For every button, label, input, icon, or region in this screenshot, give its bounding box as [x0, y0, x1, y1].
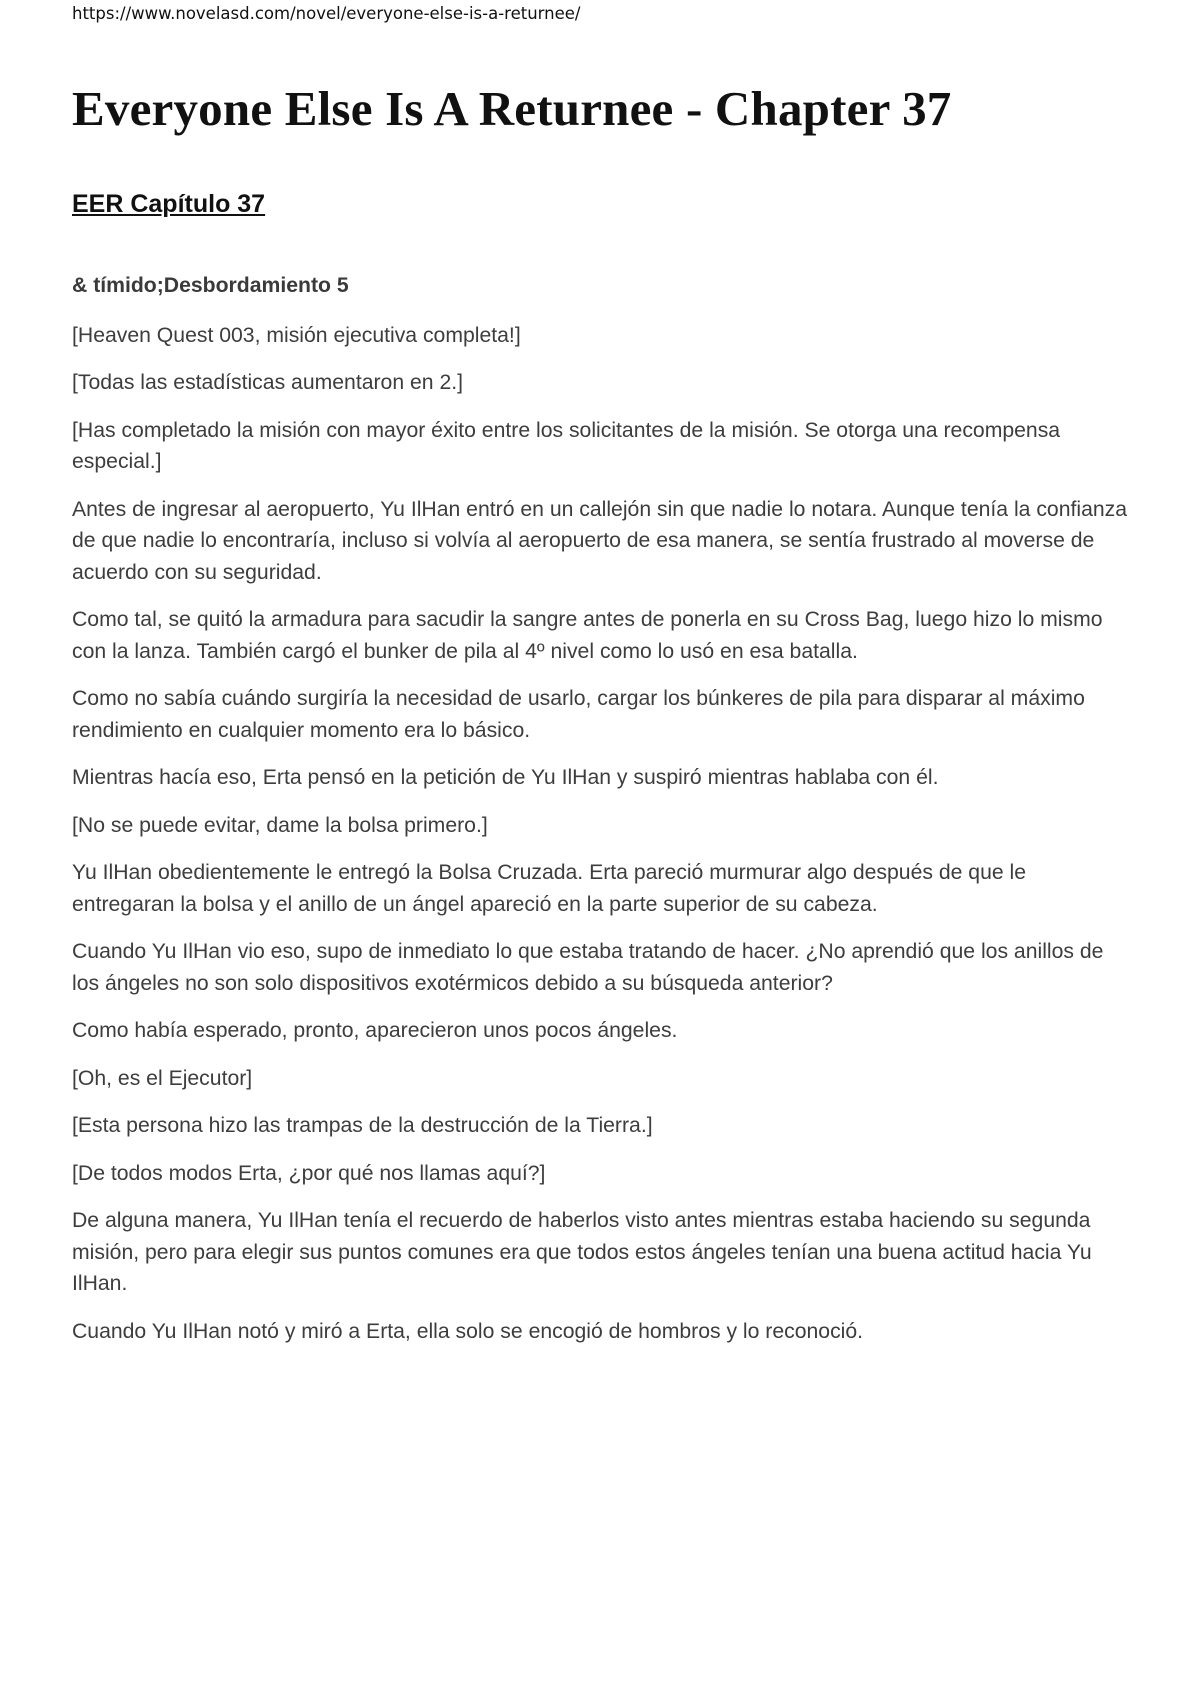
paragraph: Mientras hacía eso, Erta pensó en la petición de Yu IlHan y suspiró mientras hablaba con él. — [72, 766, 939, 789]
page-title: Everyone Else Is A Returnee - Chapter 37 — [72, 81, 952, 136]
paragraph: [No se puede evitar, dame la bolsa primero.] — [72, 813, 488, 837]
paragraph: Como no sabía cuándo surgiría la necesidad de usarlo, cargar los búnkeres de pila para disparar al máximo rendimiento en cualquier momento era lo básico. — [72, 687, 1085, 742]
paragraph: [De todos modos Erta, ¿por qué nos llamas aquí?] — [72, 1161, 546, 1185]
source-url[interactable]: https://www.novelasd.com/novel/everyone-else-is-a-returnee/ — [72, 4, 581, 23]
paragraph: De alguna manera, Yu IlHan tenía el recuerdo de haberlos visto antes mientras estaba haciendo su segunda misión, pero para elegir sus puntos comunes era que todos estos ángeles tenían una buena actitud hacia Yu IlHan. — [72, 1209, 1092, 1295]
chapter-link[interactable]: EER Capítulo 37 — [72, 190, 266, 218]
chapter-content — [72, 270, 1132, 1363]
paragraph: [Oh, es el Ejecutor] — [72, 1066, 253, 1090]
paragraph: Como tal, se quitó la armadura para sacudir la sangre antes de ponerla en su Cross Bag, luego hizo lo mismo con la lanza. También cargó el bunker de pila al 4º nivel como lo usó en esa batalla. — [72, 608, 1103, 663]
paragraph: Como había esperado, pronto, aparecieron unos pocos ángeles. — [72, 1019, 678, 1042]
paragraph: Antes de ingresar al aeropuerto, Yu IlHan entró en un callejón sin que nadie lo notara. Aunque tenía la confianza de que nadie lo encontraría, incluso si volvía al aeropuerto de esa manera, se sentía frustrado al moverse de acuerdo con su seguridad. — [72, 497, 1128, 584]
paragraph: [Heaven Quest 003, misión ejecutiva completa!] — [72, 323, 521, 347]
paragraph: Yu IlHan obedientemente le entregó la Bolsa Cruzada. Erta pareció murmurar algo después de que le entregaran la bolsa y el anillo de un ángel apareció en la parte superior de su cabeza. — [72, 861, 1027, 916]
paragraph: [Esta persona hizo las trampas de la destrucción de la Tierra.] — [72, 1114, 653, 1137]
paragraph: [Todas las estadísticas aumentaron en 2.] — [72, 371, 464, 394]
paragraph: Cuando Yu IlHan notó y miró a Erta, ella solo se encogió de hombros y lo reconoció. — [72, 1319, 864, 1343]
paragraph: Cuando Yu IlHan vio eso, supo de inmediato lo que estaba tratando de hacer. ¿No aprendió que los anillos de los ángeles no son solo dispositivos exotérmicos debido a su búsqueda anterior? — [72, 940, 1104, 995]
chapter-subtitle: & tímido;Desbordamiento 5 — [72, 274, 349, 297]
paragraph: [Has completado la misión con mayor éxito entre los solicitantes de la misión. Se otorga una recompensa especial.] — [72, 418, 1061, 473]
